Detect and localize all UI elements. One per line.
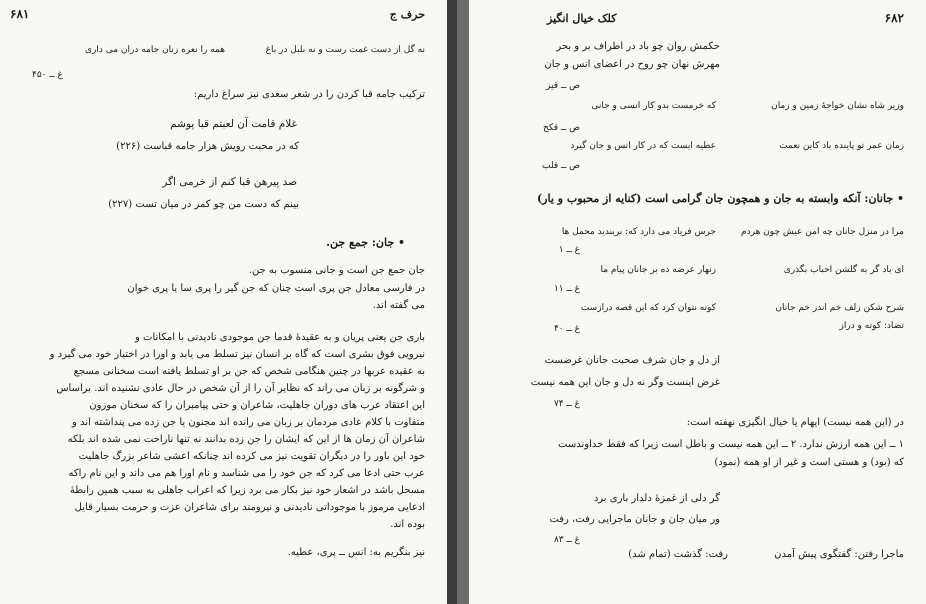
intro-text: ترکیب جامه قبا کردن را در شعر سعدی نیز سراغ داریم:: [193, 89, 425, 100]
couplet-left: کوته نتوان کرد که این قصه درازست: [580, 303, 716, 313]
couplet-left: زنهار عرضه ده بر جانان پیام ما: [600, 265, 716, 275]
page-number: ۶۸۲: [884, 11, 904, 25]
running-head: حرف ج: [389, 8, 425, 21]
see-also-note: نیز بنگریم به: انس ــ پری، عطیه.: [287, 547, 425, 558]
couplet-left: عطیه ایست که در کار انس و جان گیرد: [570, 141, 716, 151]
verse-line: که در محبت رویش هزار جامه قباست (۲۲۶): [116, 141, 299, 152]
paragraph-line: به عقیده عربها در چنین هنگامی شخص که جن بر او تسلط یافته است سخنانی مسجع: [73, 366, 425, 377]
couplet-right: شرح شکن زلف خم اندر خم جانان: [775, 303, 904, 313]
poem-line-left: همه را نعره زنان جامه دران می داری: [84, 45, 225, 55]
couplet-right: ای باد گر به گلشن احباب بگذری: [783, 265, 904, 275]
verse-reference: غ ــ ۴۰: [553, 324, 580, 334]
verse-reference: ص ــ قیز: [546, 81, 580, 91]
paragraph-line: متفاوت با کلام عادی مردمان بر زبان می رانده اند مجنون یا جن زده می پنداشته اند و: [72, 417, 425, 428]
section-heading-text: جان: جمع جن.: [326, 236, 395, 249]
verse-reference: غ ــ ۷۴: [553, 399, 580, 409]
verse-reference: غ ــ ۸۳: [553, 535, 580, 545]
verse-line: حکمش روان چو باد در اطراف بر و بحر: [556, 41, 720, 52]
verse-line: گر دلی از غمزهٔ دلدار باری برد: [593, 493, 720, 504]
note-line: رفت: گذشت (تمام شد): [628, 549, 728, 560]
note-line: ماجرا رفتن: گفتگوی پیش آمدن: [774, 549, 904, 560]
couplet-left: جرس فریاد می دارد که: بربندید محمل ها: [561, 227, 716, 237]
paragraph-line: شاعران آن زمان ها از این که ایشان را جن زده بدانند نه تنها ناراحت نمی شده اند بلکه: [67, 434, 425, 445]
couplet-right: وزیر شاه نشان خواجهٔ زمین و زمان: [771, 101, 904, 111]
couplet-right: زمان عمر تو پاینده باد کاین نعمت: [779, 141, 904, 151]
paragraph-line: می گفته اند.: [372, 300, 425, 311]
book-gutter-edge: [457, 0, 469, 604]
section-heading: [537, 192, 904, 205]
left-page: [0, 0, 447, 604]
verse-reference: ص ــ قلب: [542, 161, 580, 171]
verse-reference: غ ــ ۴۵۰: [32, 70, 63, 80]
paragraph-line: ادعایی مرموز با موجوداتی نادیدنی و نیرومند برای شاعران عزت و حرمت بسیار قایل: [74, 502, 425, 513]
section-heading-text: جانان: آنکه وابسته به جان و همچون جان گرامی است (کنایه از محبوب و یار): [536, 192, 894, 205]
verse-line: مهرش نهان چو روح در اعضای انس و جان: [544, 59, 720, 70]
verse-reference: غ ــ ۱۱: [553, 284, 580, 294]
bullet-icon: •: [893, 192, 904, 205]
note-line: تضاد: کوته و دراز: [839, 321, 904, 331]
note-line: که (بود) و هستی است و غیر از او همه (نمود): [714, 457, 904, 468]
note-line: در (این همه نیست) ایهام یا خیال انگیزی نهفته است:: [686, 417, 904, 428]
paragraph-line: در فارسی معادل جن پری است چنان که جن گیر را پری سا یا پری خوان: [127, 283, 425, 294]
verse-line: صد پیرهن قبا کنم از خرمی اگر: [162, 176, 297, 188]
paragraph-line: مسحل باشد در اشعار خود نیز بکار می برد زیرا که اعراب جاهلی به سبب همین رابطهٔ: [69, 485, 425, 496]
paragraph-line: عرب حتی ادعا می کرد که جن خود را می شناسد و نام اورا هم می داند و این نام راکه: [68, 468, 425, 479]
section-heading: [326, 236, 405, 249]
running-head: کلک خیال انگیز: [547, 12, 617, 25]
verse-line: از دل و جان شرف صحبت جانان غرضست: [544, 355, 720, 366]
verse-reference: غ ــ ۱: [558, 245, 580, 255]
verse-line: غرض اینست وگر نه دل و جان این همه نیست: [530, 377, 720, 388]
bullet-icon: •: [394, 236, 405, 249]
book-gutter: [447, 0, 457, 604]
verse-reference: ص ــ قکح: [543, 123, 580, 133]
paragraph-line: باری جن یعنی پریان و به عقیدهٔ قدما جن موجودی نادیدنی با امکانات و: [135, 332, 425, 343]
verse-line: بینم که دست من چو کمر در میان تست (۲۲۷): [108, 199, 299, 210]
note-line: ۱ ــ این همه ارزش ندارد. ۲ ــ این همه نیست و باطل است زیرا که فقط خداوندست: [558, 439, 904, 450]
couplet-left: که خرمست بدو کار انسی و جانی: [591, 101, 716, 111]
paragraph-line: جان جمع جن است و جانی منسوب به جن.: [248, 265, 425, 276]
page-number: ۶۸۱: [10, 7, 30, 21]
paragraph-line: خود این باور را در دیگران تقویت نیز می کرده اند چنانکه اعشی شاعر بزرگ جاهلیت: [78, 451, 425, 462]
paragraph-line: نیرویی فوق بشری است که گاه بر انسان نیز تسلط می یابد و اورا در اختیار خود می گیرد و: [49, 349, 425, 360]
paragraph-line: این اعتقاد عرب های دوران جاهلیت، شاعران و حتی پیامبران را که سخنان موزون: [89, 400, 425, 411]
paragraph-line: و شرگونه بر زبان می راند که نظایر آن را از آن شخص در حال عادی نشنیده اند. براساس: [56, 383, 425, 394]
verse-line: ور میان جان و جانان ماجرایی رفت، رفت: [549, 514, 720, 525]
couplet-right: مرا در منزل جانان چه امن عیش چون هردم: [741, 227, 904, 237]
verse-line: غلام قامت آن لعبتم قبا پوشم: [170, 118, 297, 130]
poem-line-right: نه گل از دست غمت رست و نه بلبل در باغ: [265, 45, 425, 55]
right-page: [469, 0, 926, 604]
paragraph-line: بوده اند.: [390, 519, 425, 530]
